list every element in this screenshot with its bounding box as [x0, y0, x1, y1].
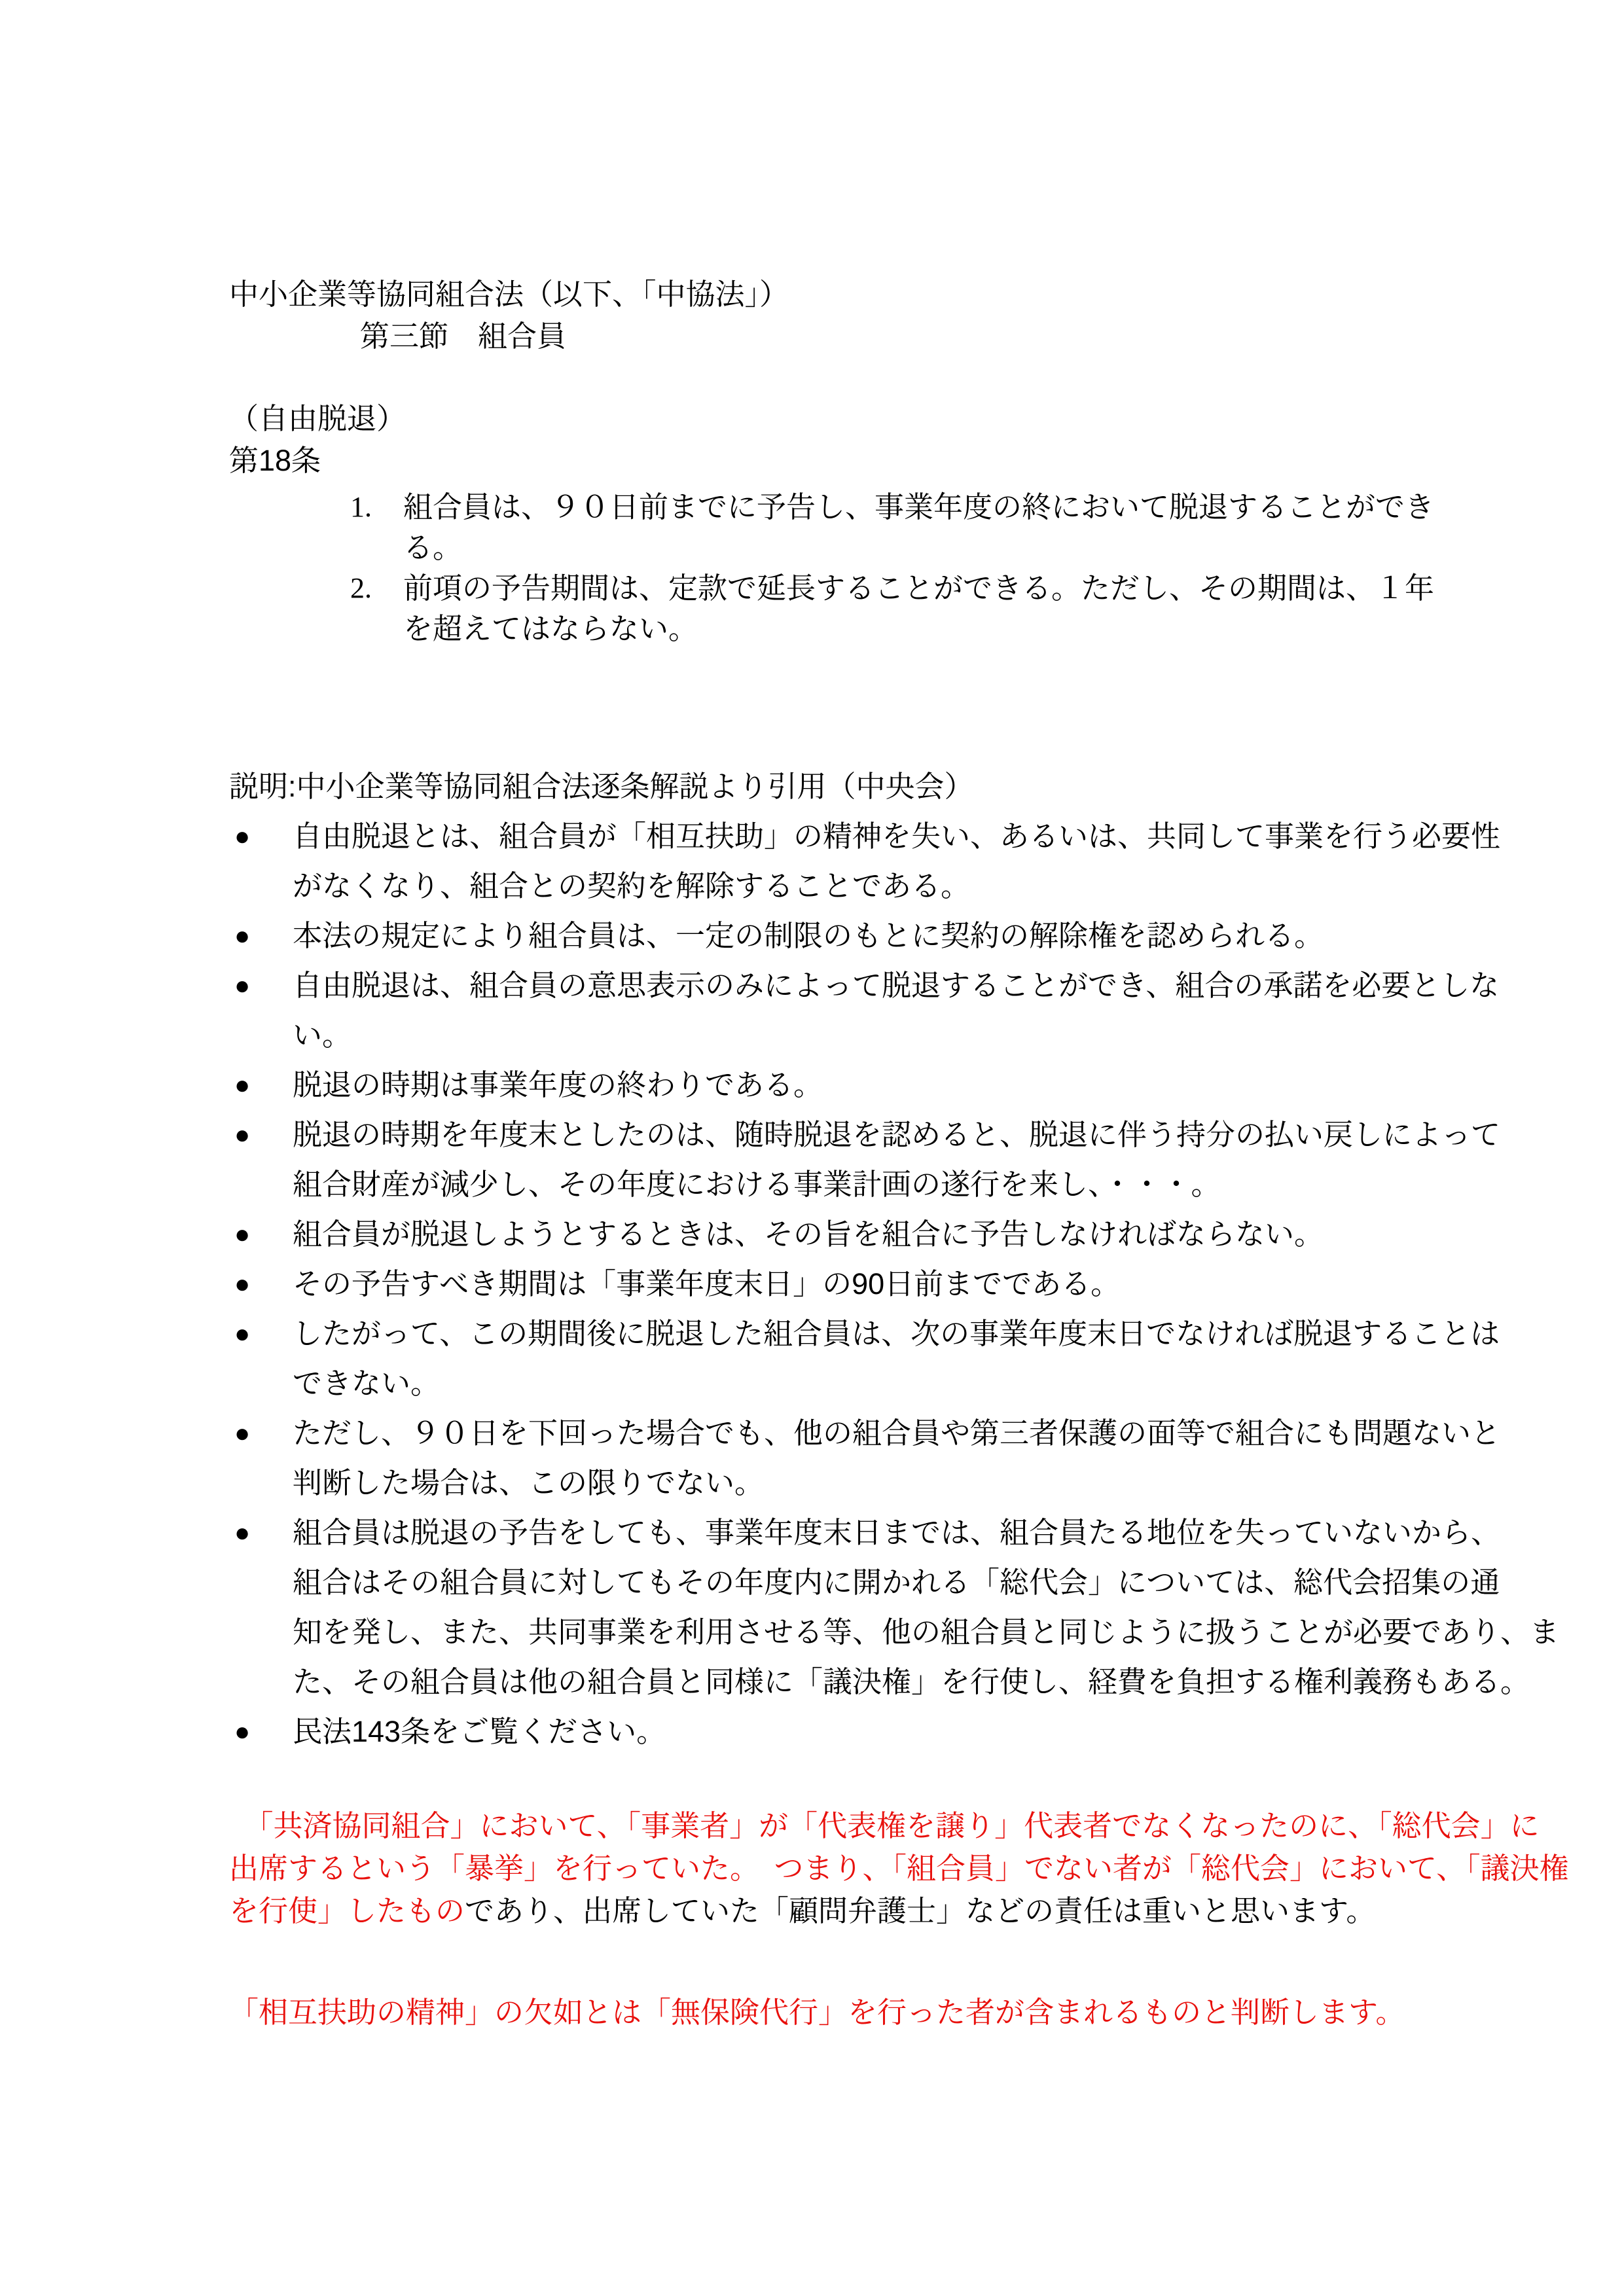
- bullet-marker-icon: ●: [234, 1419, 251, 1448]
- bullet-line: 組合員が脱退しようとするときは、その旨を組合に予告しなければならない。: [293, 1217, 1324, 1251]
- bullet-line: 自由脱退は、組合員の意思表示のみによって脱退することができ、組合の承諾を必要としな: [293, 969, 1500, 1002]
- bullet-marker-icon: ●: [234, 1220, 251, 1249]
- bullet-item: [229, 1259, 1559, 1309]
- item-line: 前項の予告期間は、定款で延長することができる。ただし、その期間は、１年: [403, 571, 1435, 605]
- bullet-marker-icon: ●: [234, 971, 251, 1000]
- commentary-paragraph: [229, 1804, 1569, 1932]
- bullet-line: た、その組合員は他の組合員と同様に「議決権」を行使し、経費を負担する権利義務もある。: [293, 1665, 1530, 1698]
- article-ordered-list: [229, 487, 1434, 649]
- commentary-black-segment: であり、出席していた「顧問弁護士」などの責任は重いと思います。: [465, 1894, 1376, 1928]
- bullet-item: [229, 1110, 1559, 1210]
- item-number: 1.: [350, 491, 372, 523]
- bullet-marker-icon: ●: [234, 1071, 251, 1100]
- bullet-item: [229, 812, 1559, 911]
- commentary-line: 出席するという「暴挙」を行っていた。 つまり、「組合員」でない者が「総代会」において、「議決権: [229, 1852, 1569, 1885]
- bullet-line: 本法の規定により組合員は、一定の制限のもとに契約の解除権を認められる。: [293, 919, 1324, 952]
- commentary-line: 「共済協同組合」において、「事業者」が「代表権を譲り」代表者でなくなったのに、「総代会」に: [229, 1809, 1540, 1842]
- bullet-item: [229, 1210, 1559, 1259]
- bullet-line: その予告すべき期間は「事業年度末日」の90日前までである。: [293, 1267, 1121, 1300]
- list-item: [229, 487, 1434, 568]
- item-line: る。: [403, 531, 463, 564]
- explanation-section: [229, 762, 1559, 1757]
- document-header: [229, 274, 789, 357]
- explanation-heading: 説明:中小企業等協同組合法逐条解説より引用（中央会）: [229, 770, 974, 803]
- commentary-line: 「相互扶助の精神」の欠如とは「無保険代行」を行った者が含まれるものと判断します。: [229, 1996, 1405, 2029]
- article-caption: [229, 398, 406, 482]
- item-line: 組合員は、９０日前までに予告し、事業年度の終において脱退することができ: [403, 490, 1435, 524]
- bullet-item: [229, 1408, 1559, 1508]
- bullet-line: できない。: [293, 1367, 441, 1400]
- article-parenthetical-title: （自由脱退）: [229, 402, 406, 435]
- bullet-marker-icon: ●: [234, 1717, 251, 1746]
- bullet-line: したがって、この期間後に脱退した組合員は、次の事業年度末日でなければ脱退することは: [293, 1317, 1500, 1350]
- bullet-line: 自由脱退とは、組合員が「相互扶助」の精神を失い、あるいは、共同して事業を行う必要性: [293, 819, 1501, 853]
- item-line: を超えてはならない。: [403, 612, 698, 645]
- bullet-marker-icon: ●: [234, 922, 251, 950]
- bullet-line: 知を発し、また、共同事業を利用させる等、他の組合員と同じように扱うことが必要であり、ま: [293, 1615, 1560, 1649]
- bullet-item: [229, 911, 1559, 961]
- item-number: 2.: [350, 572, 372, 604]
- bullet-line: 脱退の時期を年度末としたのは、随時脱退を認めると、脱退に伴う持分の払い戻しによって: [293, 1118, 1501, 1151]
- bullet-line: 脱退の時期は事業年度の終わりである。: [293, 1068, 823, 1102]
- bullet-marker-icon: ●: [234, 1270, 251, 1299]
- bullet-line: い。: [293, 1018, 352, 1052]
- article-number: 第18条: [229, 444, 321, 477]
- bullet-marker-icon: ●: [234, 1319, 251, 1348]
- bullet-line: 民法143条をご覧ください。: [293, 1715, 666, 1748]
- commentary-red-segment: を行使」したもの: [229, 1894, 465, 1928]
- commentary-line: [229, 1890, 1569, 1932]
- bullet-item: [229, 1508, 1559, 1707]
- bullet-line: 組合財産が減少し、その年度における事業計画の遂行を来し、・・・。: [293, 1168, 1221, 1201]
- bullet-marker-icon: ●: [234, 822, 251, 851]
- closing-remark: [229, 1991, 1405, 2034]
- bullet-item: [229, 1707, 1559, 1757]
- bullet-line: がなくなり、組合との契約を解除することである。: [293, 869, 971, 903]
- bullet-line: ただし、９０日を下回った場合でも、他の組合員や第三者保護の面等で組合にも問題ないと: [293, 1416, 1501, 1450]
- law-title: 中小企業等協同組合法（以下、「中協法」）: [229, 278, 789, 311]
- bullet-item: [229, 961, 1559, 1060]
- bullet-marker-icon: ●: [234, 1121, 251, 1149]
- bullet-item: [229, 1309, 1559, 1408]
- list-item: [229, 568, 1434, 649]
- bullet-line: 判断した場合は、この限りでない。: [293, 1466, 765, 1499]
- section-heading: 第三節 組合員: [360, 319, 567, 353]
- bullet-line: 組合員は脱退の予告をしても、事業年度末日までは、組合員たる地位を失っていないから、: [293, 1516, 1501, 1549]
- bullet-item: [229, 1060, 1559, 1110]
- bullet-line: 組合はその組合員に対してもその年度内に開かれる「総代会」については、総代会招集の通: [293, 1566, 1500, 1599]
- bullet-marker-icon: ●: [234, 1518, 251, 1547]
